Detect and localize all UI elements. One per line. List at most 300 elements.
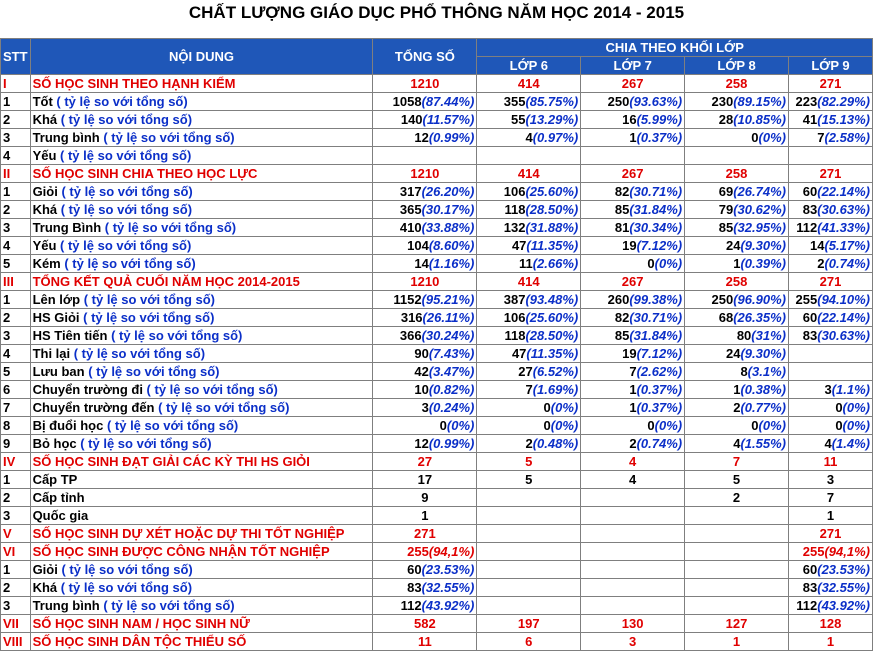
grade-cell (581, 417, 685, 435)
percent-value: (0%) (550, 418, 579, 433)
row-label-name: Yếu (32, 238, 57, 253)
table-row (1, 327, 873, 345)
count-value: 106 (503, 184, 526, 199)
table-row (1, 219, 873, 237)
percent-value: (99.38%) (629, 292, 683, 307)
percent-value: (31.84%) (629, 328, 683, 343)
total-cell (373, 399, 477, 417)
count-value: 19 (622, 346, 637, 361)
count-value: 82 (614, 184, 630, 199)
row-label-name: Yếu (32, 148, 57, 163)
header-grade-8: LỚP 8 (685, 57, 789, 75)
count-value: 255 (407, 544, 429, 559)
percent-value: (82.29%) (817, 94, 870, 109)
count-value: 7 (525, 382, 533, 397)
quality-table (0, 38, 873, 651)
row-label-name: Giỏi (32, 562, 58, 577)
total-cell: 17 (373, 471, 477, 489)
section-row (1, 273, 873, 291)
total-cell (373, 417, 477, 435)
percent-value: (3.1%) (747, 364, 786, 379)
percent-value: (25.60%) (525, 184, 579, 199)
grade-cell (788, 435, 872, 453)
percent-value: (0%) (654, 256, 683, 271)
grade-cell (788, 363, 872, 381)
count-value: 255 (802, 544, 825, 559)
percent-value: (31.88%) (525, 220, 579, 235)
grade-cell: 271 (788, 165, 872, 183)
percent-value: (28.50%) (525, 328, 579, 343)
count-value: 366 (399, 328, 422, 343)
grade-cell (581, 291, 685, 309)
row-label: TỔNG KẾT QUẢ CUỐI NĂM HỌC 2014-2015 (30, 273, 373, 291)
row-stt: 7 (1, 399, 31, 417)
row-label: SỐ HỌC SINH THEO HẠNH KIỂM (30, 75, 373, 93)
grade-cell (685, 219, 789, 237)
percent-value: (1.4%) (831, 436, 870, 451)
percent-value: (0.38%) (740, 382, 786, 397)
percent-value: (0.74%) (824, 256, 870, 271)
grade-cell (788, 291, 872, 309)
table-row (1, 435, 873, 453)
grade-cell (685, 543, 789, 561)
row-label-name: Kém (32, 256, 61, 271)
count-value: 223 (795, 94, 818, 109)
row-label (30, 129, 373, 147)
table-row (1, 489, 873, 507)
total-cell: 1210 (373, 165, 477, 183)
count-value: 80 (736, 328, 752, 343)
row-label-suffix: ( tỷ lệ so với tổng số) (57, 202, 193, 217)
percent-value: (5.17%) (824, 238, 870, 253)
row-label (30, 291, 373, 309)
count-value: 24 (725, 238, 741, 253)
grade-cell (788, 183, 872, 201)
grade-cell: 414 (477, 165, 581, 183)
header-total: TỔNG SỐ (373, 39, 477, 75)
row-stt: 1 (1, 561, 31, 579)
grade-cell (477, 219, 581, 237)
grade-cell (477, 399, 581, 417)
grade-cell: 258 (685, 75, 789, 93)
count-value: 1 (733, 382, 741, 397)
count-value: 85 (614, 328, 630, 343)
grade-cell (477, 345, 581, 363)
row-label: SỐ HỌC SINH ĐƯỢC CÔNG NHẬN TỐT NGHIỆP (30, 543, 373, 561)
percent-value: (85.75%) (525, 94, 579, 109)
grade-cell (685, 309, 789, 327)
row-label-name: Lưu ban (32, 364, 85, 379)
row-label (30, 363, 373, 381)
table-row (1, 201, 873, 219)
grade-cell: 11 (788, 453, 872, 471)
total-cell (373, 111, 477, 129)
total-cell (373, 327, 477, 345)
percent-value: (0.77%) (740, 400, 786, 415)
row-label (30, 399, 373, 417)
grade-cell (581, 255, 685, 273)
grade-cell (581, 309, 685, 327)
percent-value: (0.74%) (636, 436, 683, 451)
row-label: Cấp TP (30, 471, 373, 489)
count-value: 112 (400, 598, 422, 613)
row-stt: 1 (1, 471, 31, 489)
row-stt: 5 (1, 363, 31, 381)
grade-cell (685, 417, 789, 435)
row-label (30, 345, 373, 363)
count-value: 316 (400, 310, 423, 325)
grade-cell: 7 (685, 453, 789, 471)
row-label-suffix: ( tỷ lệ so với tổng số) (99, 598, 235, 613)
count-value: 0 (835, 418, 843, 433)
percent-value: (26.74%) (733, 184, 786, 199)
grade-cell (685, 345, 789, 363)
count-value: 4 (733, 436, 741, 451)
row-label: SỐ HỌC SINH DÂN TỘC THIỂU SỐ (30, 633, 373, 651)
grade-cell: 258 (685, 165, 789, 183)
row-label (30, 561, 373, 579)
row-stt: 4 (1, 345, 31, 363)
grade-cell (788, 345, 872, 363)
percent-value: (23.53%) (817, 562, 870, 577)
row-label (30, 381, 373, 399)
count-value: 230 (711, 94, 734, 109)
grade-cell (581, 183, 685, 201)
grade-cell (788, 201, 872, 219)
grade-cell (581, 381, 685, 399)
grade-cell (685, 183, 789, 201)
total-cell (373, 543, 477, 561)
total-cell (373, 255, 477, 273)
table-row (1, 399, 873, 417)
count-value: 0 (647, 256, 655, 271)
count-value: 19 (622, 238, 637, 253)
row-label (30, 579, 373, 597)
row-label: SỐ HỌC SINH NAM / HỌC SINH NỮ (30, 615, 373, 633)
grade-cell (581, 507, 685, 525)
grade-cell (581, 111, 685, 129)
count-value: 47 (511, 238, 527, 253)
percent-value: (32.55%) (817, 580, 870, 595)
row-label (30, 327, 373, 345)
count-value: 14 (810, 238, 825, 253)
total-cell (373, 345, 477, 363)
grade-cell (581, 345, 685, 363)
count-value: 85 (718, 220, 734, 235)
row-label-suffix: ( tỷ lệ so với tổng số) (79, 310, 215, 325)
row-stt: 6 (1, 381, 31, 399)
row-label (30, 111, 373, 129)
row-stt: 8 (1, 417, 31, 435)
count-value: 0 (835, 400, 843, 415)
count-value: 42 (414, 364, 429, 379)
count-value: 317 (399, 184, 422, 199)
percent-value: (0%) (758, 418, 786, 433)
grade-cell (581, 219, 685, 237)
grade-cell: 1 (685, 633, 789, 651)
count-value: 24 (725, 346, 741, 361)
count-value: 85 (614, 202, 630, 217)
percent-value: (93.48%) (525, 292, 579, 307)
grade-cell (477, 507, 581, 525)
row-label: SỐ HỌC SINH DỰ XÉT HOẶC DỰ THI TỐT NGHIỆP (30, 525, 373, 543)
grade-cell: 4 (581, 471, 685, 489)
count-value: 60 (802, 184, 818, 199)
percent-value: (5.99%) (636, 112, 683, 127)
count-value: 83 (802, 202, 818, 217)
percent-value: (2.62%) (636, 364, 683, 379)
percent-value: (96.90%) (733, 292, 786, 307)
total-cell (373, 561, 477, 579)
count-value: 260 (607, 292, 630, 307)
count-value: 387 (503, 292, 526, 307)
percent-value: (3.47%) (428, 364, 475, 379)
grade-cell (477, 327, 581, 345)
grade-cell (788, 237, 872, 255)
header-stt: STT (1, 39, 31, 75)
row-label (30, 93, 373, 111)
percent-value: (95.21%) (421, 292, 475, 307)
count-value: 16 (622, 112, 637, 127)
count-value: 60 (407, 562, 422, 577)
total-cell (373, 291, 477, 309)
grade-cell: 271 (788, 75, 872, 93)
row-label-name: Trung Bình (32, 220, 102, 235)
grade-cell (477, 489, 581, 507)
section-row (1, 615, 873, 633)
percent-value: (0%) (842, 400, 870, 415)
row-label (30, 435, 373, 453)
count-value: 82 (614, 310, 630, 325)
row-label-suffix: ( tỷ lệ so với tổng số) (70, 346, 206, 361)
row-stt: VIII (1, 633, 31, 651)
count-value: 140 (400, 112, 423, 127)
percent-value: (26.20%) (421, 184, 475, 199)
grade-cell: 4 (581, 453, 685, 471)
grade-cell (788, 417, 872, 435)
grade-cell: 7 (788, 489, 872, 507)
grade-cell: 130 (581, 615, 685, 633)
count-value: 0 (543, 418, 551, 433)
total-cell (373, 579, 477, 597)
count-value: 250 (607, 94, 630, 109)
percent-value: (30.71%) (629, 310, 683, 325)
count-value: 0 (751, 418, 759, 433)
percent-value: (11.35%) (526, 238, 579, 253)
grade-cell (581, 489, 685, 507)
percent-value: (1.1%) (831, 382, 870, 397)
row-label (30, 309, 373, 327)
row-label-name: Trung bình (32, 130, 100, 145)
total-cell: 582 (373, 615, 477, 633)
total-cell (373, 363, 477, 381)
row-label-name: Bỏ học (32, 436, 77, 451)
percent-value: (0%) (550, 400, 579, 415)
grade-cell (788, 129, 872, 147)
percent-value: (43.92%) (817, 598, 870, 613)
percent-value: (15.13%) (817, 112, 870, 127)
row-label: SỐ HỌC SINH CHIA THEO HỌC LỰC (30, 165, 373, 183)
percent-value: (0.37%) (636, 130, 683, 145)
table-row (1, 111, 873, 129)
grade-cell (477, 435, 581, 453)
row-label-suffix: ( tỷ lệ so với tổng số) (84, 364, 220, 379)
count-value: 250 (711, 292, 734, 307)
percent-value: (0%) (758, 130, 786, 145)
count-value: 112 (796, 220, 818, 235)
count-value: 3 (421, 400, 429, 415)
grade-cell (477, 561, 581, 579)
row-label-suffix: ( tỷ lệ so với tổng số) (52, 94, 188, 109)
grade-cell (788, 93, 872, 111)
count-value: 4 (525, 130, 533, 145)
row-label-name: Tốt (32, 94, 53, 109)
total-cell (373, 381, 477, 399)
row-stt: 4 (1, 147, 31, 165)
grade-cell (788, 309, 872, 327)
total-cell: 9 (373, 489, 477, 507)
table-row (1, 309, 873, 327)
total-cell (373, 201, 477, 219)
row-label-suffix: ( tỷ lệ so với tổng số) (57, 112, 193, 127)
grade-cell (685, 525, 789, 543)
count-value: 60 (802, 310, 818, 325)
grade-cell (581, 129, 685, 147)
grade-cell: 267 (581, 165, 685, 183)
grade-cell: 128 (788, 615, 872, 633)
row-label: SỐ HỌC SINH ĐẠT GIẢI CÁC KỲ THI HS GIỎI (30, 453, 373, 471)
grade-cell: 197 (477, 615, 581, 633)
count-value: 11 (518, 256, 533, 271)
percent-value: (0%) (842, 418, 870, 433)
grade-cell (788, 111, 872, 129)
grade-cell (685, 435, 789, 453)
total-cell (373, 309, 477, 327)
section-row (1, 75, 873, 93)
grade-cell: 3 (788, 471, 872, 489)
count-value: 0 (647, 418, 655, 433)
count-value: 0 (439, 418, 447, 433)
grade-cell: 127 (685, 615, 789, 633)
row-label (30, 219, 373, 237)
percent-value: (26.11%) (422, 310, 475, 325)
grade-cell (477, 309, 581, 327)
grade-cell: 1 (788, 507, 872, 525)
row-label-name: HS Giỏi (32, 310, 80, 325)
total-cell: 1210 (373, 75, 477, 93)
table-row (1, 417, 873, 435)
row-label (30, 237, 373, 255)
grade-cell (685, 507, 789, 525)
table-row (1, 597, 873, 615)
count-value: 12 (414, 436, 429, 451)
count-value: 83 (802, 328, 818, 343)
grade-cell: 1 (788, 633, 872, 651)
percent-value: (30.63%) (817, 202, 870, 217)
grade-cell (685, 201, 789, 219)
grade-cell: 267 (581, 273, 685, 291)
percent-value: (7.43%) (428, 346, 475, 361)
percent-value: (13.29%) (525, 112, 579, 127)
count-value: 3 (824, 382, 832, 397)
grade-cell (581, 399, 685, 417)
grade-cell: 414 (477, 273, 581, 291)
grade-cell (581, 93, 685, 111)
table-row (1, 579, 873, 597)
percent-value: (94,1%) (824, 544, 870, 559)
count-value: 0 (751, 130, 759, 145)
count-value: 1 (629, 382, 637, 397)
row-stt: 2 (1, 489, 31, 507)
grade-cell (477, 543, 581, 561)
grade-cell: 6 (477, 633, 581, 651)
count-value: 83 (407, 580, 422, 595)
percent-value: (43.92%) (421, 598, 475, 613)
total-cell: 271 (373, 525, 477, 543)
grade-cell (581, 327, 685, 345)
percent-value: (25.60%) (525, 310, 579, 325)
percent-value: (1.69%) (532, 382, 579, 397)
total-cell (373, 93, 477, 111)
grade-cell (685, 399, 789, 417)
grade-cell (788, 255, 872, 273)
count-value: 90 (414, 346, 429, 361)
row-label-suffix: ( tỷ lệ so với tổng số) (57, 580, 193, 595)
row-stt: IV (1, 453, 31, 471)
percent-value: (0.97%) (532, 130, 579, 145)
percent-value: (0.24%) (428, 400, 475, 415)
row-stt: VII (1, 615, 31, 633)
grade-cell (477, 147, 581, 165)
count-value: 2 (733, 400, 741, 415)
row-stt: 2 (1, 201, 31, 219)
grade-cell: 5 (685, 471, 789, 489)
percent-value: (1.55%) (740, 436, 786, 451)
grade-cell (477, 129, 581, 147)
grade-cell (477, 93, 581, 111)
total-cell: 11 (373, 633, 477, 651)
header-grade-6: LỚP 6 (477, 57, 581, 75)
table-row (1, 129, 873, 147)
total-cell (373, 219, 477, 237)
percent-value: (23.53%) (421, 562, 475, 577)
grade-cell: 3 (581, 633, 685, 651)
row-label (30, 597, 373, 615)
grade-cell: 414 (477, 75, 581, 93)
percent-value: (0.82%) (428, 382, 475, 397)
header-content: NỘI DUNG (30, 39, 373, 75)
row-label-name: Chuyển trường đến (32, 400, 155, 415)
grade-cell: 258 (685, 273, 789, 291)
total-cell (373, 183, 477, 201)
row-label-suffix: ( tỷ lệ so với tổng số) (101, 220, 237, 235)
row-label-name: Khá (32, 202, 58, 217)
grade-cell (788, 543, 872, 561)
row-stt: 2 (1, 579, 31, 597)
row-label-suffix: ( tỷ lệ so với tổng số) (80, 292, 216, 307)
grade-cell (581, 237, 685, 255)
grade-cell (788, 147, 872, 165)
count-value: 41 (802, 112, 818, 127)
count-value: 81 (614, 220, 630, 235)
row-label-suffix: ( tỷ lệ so với tổng số) (154, 400, 290, 415)
grade-cell (685, 327, 789, 345)
percent-value: (22.14%) (817, 310, 870, 325)
total-cell: 27 (373, 453, 477, 471)
grade-cell: 2 (685, 489, 789, 507)
grade-cell (685, 291, 789, 309)
count-value: 118 (504, 202, 526, 217)
